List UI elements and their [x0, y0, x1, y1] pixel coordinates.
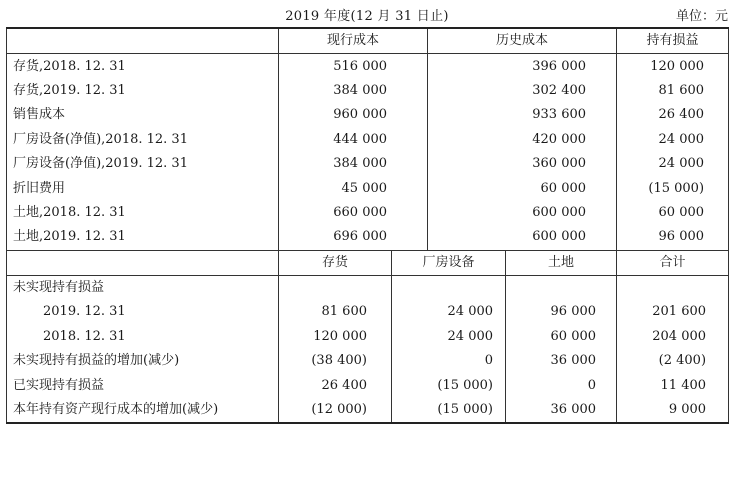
- header-historical-cost: 历史成本: [428, 28, 617, 54]
- table-row: [7, 79, 729, 103]
- historical-cost-cell: 60 000: [428, 176, 617, 200]
- total-cell: 11 400: [617, 373, 729, 397]
- header-land: 土地: [506, 250, 617, 275]
- table-row: [7, 325, 729, 349]
- total-cell: 201 600: [617, 300, 729, 324]
- inventory-cell: 26 400: [279, 373, 392, 397]
- total-cell: 204 000: [617, 325, 729, 349]
- total-cell: (2 400): [617, 349, 729, 373]
- row-label: 销售成本: [7, 103, 279, 127]
- holding-gain-cell: 24 000: [617, 128, 729, 152]
- row-label: 厂房设备(净值),2018. 12. 31: [7, 128, 279, 152]
- current-cost-cell: 960 000: [279, 103, 428, 127]
- row-label: 厂房设备(净值),2019. 12. 31: [7, 152, 279, 176]
- land-cell: 96 000: [506, 300, 617, 324]
- row-label: 土地,2018. 12. 31: [7, 201, 279, 225]
- equipment-cell: 24 000: [392, 325, 506, 349]
- equipment-cell: (15 000): [392, 373, 506, 397]
- holding-gain-cell: 24 000: [617, 152, 729, 176]
- current-cost-cell: 384 000: [279, 152, 428, 176]
- current-cost-cell: 696 000: [279, 225, 428, 250]
- historical-cost-cell: 420 000: [428, 128, 617, 152]
- row-label: 未实现持有损益的增加(减少): [7, 349, 279, 373]
- section-row: [7, 275, 729, 300]
- holding-gain-cell: 60 000: [617, 201, 729, 225]
- historical-cost-cell: 302 400: [428, 79, 617, 103]
- total-cell: 9 000: [617, 398, 729, 423]
- top-header-row: [7, 28, 729, 54]
- historical-cost-cell: 396 000: [428, 54, 617, 79]
- current-cost-cell: 45 000: [279, 176, 428, 200]
- holding-gain-cell: 120 000: [617, 54, 729, 79]
- row-label: 2019. 12. 31: [7, 300, 279, 324]
- bottom-header-row: [7, 250, 729, 275]
- inventory-cell: 81 600: [279, 300, 392, 324]
- table-row: [7, 300, 729, 324]
- current-cost-cell: 660 000: [279, 201, 428, 225]
- row-label: 本年持有资产现行成本的增加(减少): [7, 398, 279, 423]
- header-holding-gain: 持有损益: [617, 28, 729, 54]
- holding-gain-cell: 96 000: [617, 225, 729, 250]
- historical-cost-cell: 360 000: [428, 152, 617, 176]
- land-cell: 36 000: [506, 349, 617, 373]
- table-row: [7, 152, 729, 176]
- table-row: [7, 128, 729, 152]
- table-title: 2019 年度(12 月 31 日止): [285, 9, 449, 24]
- table-row: [7, 54, 729, 79]
- row-label: 折旧费用: [7, 176, 279, 200]
- current-cost-cell: 516 000: [279, 54, 428, 79]
- equipment-cell: 0: [392, 349, 506, 373]
- land-cell: 36 000: [506, 398, 617, 423]
- holding-gain-table: [6, 27, 729, 424]
- historical-cost-cell: 600 000: [428, 225, 617, 250]
- table-row: [7, 398, 729, 423]
- inventory-cell: (38 400): [279, 349, 392, 373]
- equipment-cell: (15 000): [392, 398, 506, 423]
- inventory-cell: 120 000: [279, 325, 392, 349]
- header-current-cost: 现行成本: [279, 28, 428, 54]
- header-inventory: 存货: [279, 250, 392, 275]
- land-cell: 60 000: [506, 325, 617, 349]
- row-label: 已实现持有损益: [7, 373, 279, 397]
- section-label: 未实现持有损益: [7, 275, 279, 300]
- table-row: [7, 225, 729, 250]
- row-label: 2018. 12. 31: [7, 325, 279, 349]
- historical-cost-cell: 600 000: [428, 201, 617, 225]
- holding-gain-cell: (15 000): [617, 176, 729, 200]
- header-equipment: 厂房设备: [392, 250, 506, 275]
- table-caption: [0, 5, 734, 24]
- top-header-blank: [7, 28, 279, 54]
- table-row: [7, 176, 729, 200]
- table-row: [7, 103, 729, 127]
- equipment-cell: 24 000: [392, 300, 506, 324]
- land-cell: 0: [506, 373, 617, 397]
- inventory-cell: (12 000): [279, 398, 392, 423]
- row-label: 存货,2019. 12. 31: [7, 79, 279, 103]
- table-row: [7, 373, 729, 397]
- table-row: [7, 201, 729, 225]
- bottom-header-blank: [7, 250, 279, 275]
- row-label: 存货,2018. 12. 31: [7, 54, 279, 79]
- current-cost-cell: 444 000: [279, 128, 428, 152]
- table-row: [7, 349, 729, 373]
- current-cost-cell: 384 000: [279, 79, 428, 103]
- row-label: 土地,2019. 12. 31: [7, 225, 279, 250]
- header-total: 合计: [617, 250, 729, 275]
- holding-gain-cell: 81 600: [617, 79, 729, 103]
- historical-cost-cell: 933 600: [428, 103, 617, 127]
- holding-gain-cell: 26 400: [617, 103, 729, 127]
- unit-note: 单位：元: [675, 9, 728, 24]
